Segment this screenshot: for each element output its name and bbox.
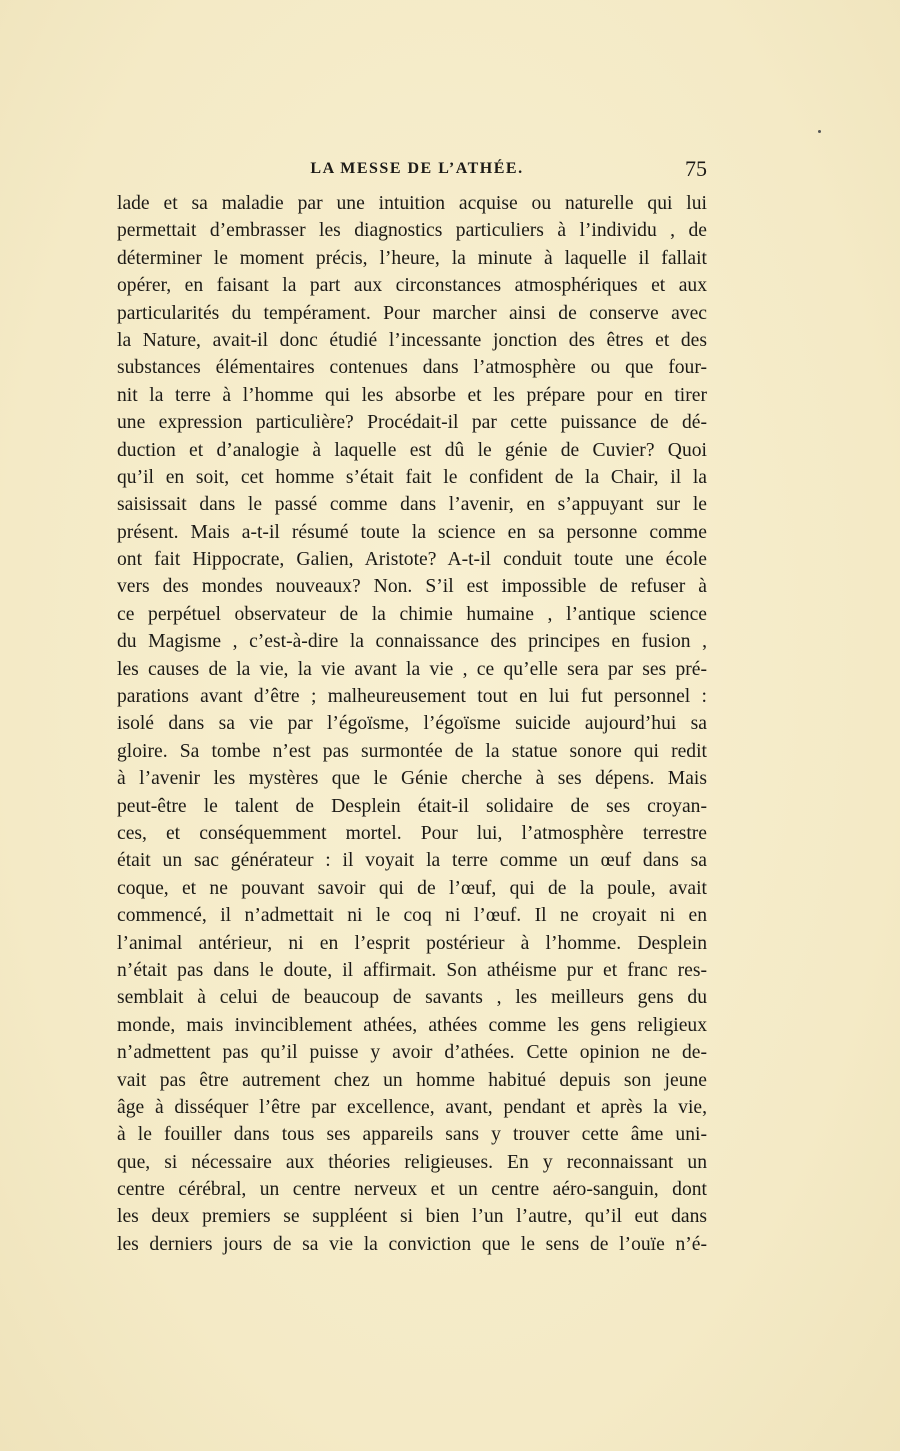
text-line: qu’il en soit, cet homme s’était fait le confident de la Chair, il la <box>117 466 707 488</box>
text-line: ce perpétuel observateur de la chimie humaine , l’antique science <box>117 603 707 625</box>
text-line: une expression particulière? Procédait-il par cette puissance de dé- <box>117 412 707 434</box>
text-line: isolé dans sa vie par l’égoïsme, l’égoïsme suicide aujourd’hui sa <box>117 713 707 735</box>
text-line: n’était pas dans le doute, il affirmait. Son athéisme pur et franc res- <box>117 959 707 981</box>
text-line: duction et d’analogie à laquelle est dû le génie de Cuvier? Quoi <box>117 439 707 461</box>
text-line: que, si nécessaire aux théories religieuses. En y reconnaissant un <box>117 1151 707 1173</box>
text-line: saisissait dans le passé comme dans l’avenir, en s’appuyant sur le <box>117 494 707 516</box>
text-line: les deux premiers se suppléent si bien l’un l’autre, qu’il eut dans <box>117 1206 707 1228</box>
text-line: à l’avenir les mystères que le Génie cherche à ses dépens. Mais <box>117 768 707 790</box>
text-line: monde, mais invinciblement athées, athées comme les gens religieux <box>117 1014 707 1036</box>
text-line: n’admettent pas qu’il puisse y avoir d’athées. Cette opinion ne de- <box>117 1042 707 1064</box>
text-line: semblait à celui de beaucoup de savants , les meilleurs gens du <box>117 987 707 1009</box>
text-line: les causes de la vie, la vie avant la vie , ce qu’elle sera par ses pré- <box>117 658 707 680</box>
text-line: ces, et conséquemment mortel. Pour lui, l’atmosphère terrestre <box>117 822 707 844</box>
text-line: centre cérébral, un centre nerveux et un centre aéro-sanguin, dont <box>117 1179 707 1201</box>
text-line: coque, et ne pouvant savoir qui de l’œuf, qui de la poule, avait <box>117 877 707 899</box>
text-line: âge à disséquer l’être par excellence, avant, pendant et après la vie, <box>117 1096 707 1118</box>
text-line: nit la terre à l’homme qui les absorbe et les prépare pour en tirer <box>117 384 707 406</box>
text-line: opérer, en faisant la part aux circonstances atmosphériques et aux <box>117 275 707 297</box>
text-line: vers des mondes nouveaux? Non. S’il est impossible de refuser à <box>117 576 707 598</box>
text-line: substances élémentaires contenues dans l’atmosphère ou que four- <box>117 357 707 379</box>
text-line: était un sac générateur : il voyait la terre comme un œuf dans sa <box>117 850 707 872</box>
text-line: gloire. Sa tombe n’est pas surmontée de la statue sonore qui redit <box>117 740 707 762</box>
text-line: particularités du tempérament. Pour marcher ainsi de conserve avec <box>117 302 707 324</box>
text-line: permettait d’embrasser les diagnostics particuliers à l’individu , de <box>117 220 707 242</box>
text-line: commencé, il n’admettait ni le coq ni l’œuf. Il ne croyait ni en <box>117 905 707 927</box>
text-line: déterminer le moment précis, l’heure, la minute à laquelle il fallait <box>117 247 707 269</box>
text-line: ont fait Hippocrate, Galien, Aristote? A-t-il conduit toute une école <box>117 549 707 571</box>
ink-speck <box>818 130 821 133</box>
running-title: LA MESSE DE L’ATHÉE. <box>310 160 524 177</box>
page-number: 75 <box>685 156 707 181</box>
text-line: peut-être le talent de Desplein était-il solidaire de ses croyan- <box>117 795 707 817</box>
text-line: à le fouiller dans tous ses appareils sans y trouver cette âme uni- <box>117 1124 707 1146</box>
text-line: parations avant d’être ; malheureusement tout en lui fut personnel : <box>117 686 707 708</box>
text-line: lade et sa maladie par une intuition acquise ou naturelle qui lui <box>117 193 707 214</box>
text-line: la Nature, avait-il donc étudié l’incessante jonction des êtres et des <box>117 329 707 351</box>
text-line: les derniers jours de sa vie la conviction que le sens de l’ouïe n’é- <box>117 1233 707 1255</box>
page-header <box>117 156 707 184</box>
text-line: vait pas être autrement chez un homme habitué depuis son jeune <box>117 1069 707 1091</box>
text-line: présent. Mais a-t-il résumé toute la science en sa personne comme <box>117 521 707 543</box>
body-text <box>117 190 707 1258</box>
text-line: du Magisme , c’est-à-dire la connaissance des principes en fusion , <box>117 631 707 653</box>
text-line: l’animal antérieur, ni en l’esprit postérieur à l’homme. Desplein <box>117 932 707 954</box>
